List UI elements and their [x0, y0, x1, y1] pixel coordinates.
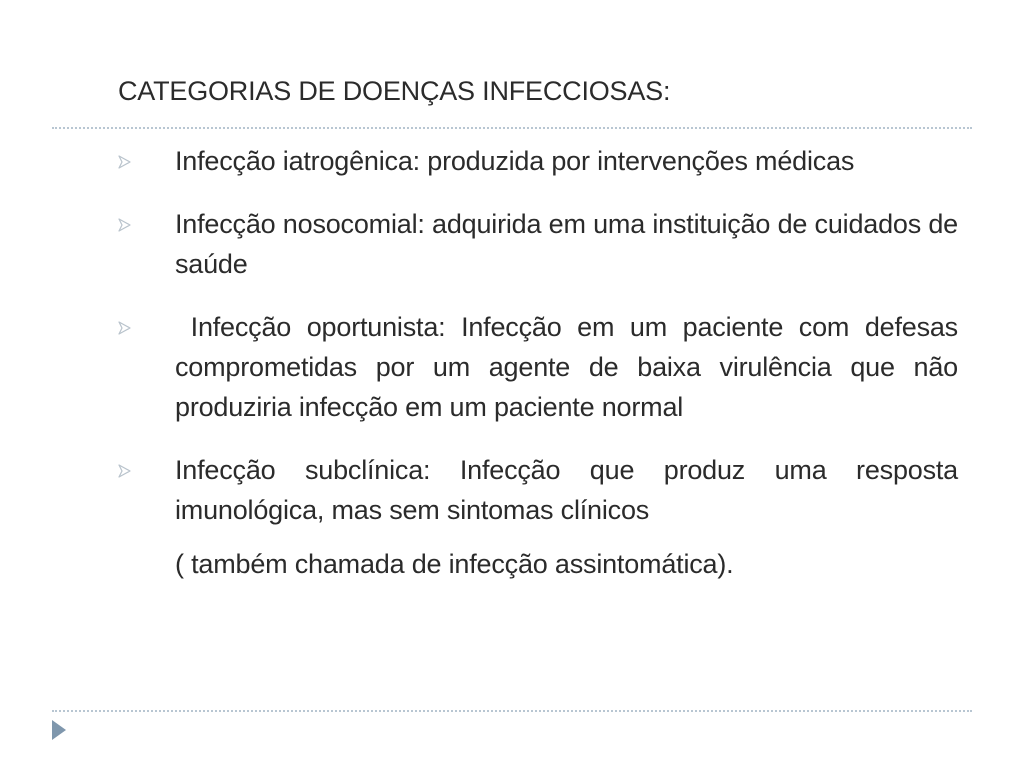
- slide-title: CATEGORIAS DE DOENÇAS INFECCIOSAS:: [118, 76, 671, 106]
- bullet-text: Infecção iatrogênica: produzida por intervenções médicas: [175, 146, 855, 176]
- bullet-item: [118, 141, 958, 181]
- bullet-text: Infecção subclínica: Infecção que produz uma resposta imunológica, mas sem sintomas clínicos: [175, 455, 958, 525]
- bullet-item: [118, 204, 958, 284]
- bottom-divider: [52, 710, 972, 712]
- bullet-continuation-text: ( também chamada de infecção assintomática).: [175, 549, 734, 579]
- bullet-item: [118, 450, 958, 530]
- top-divider: [52, 127, 972, 129]
- bullet-list: [118, 141, 966, 584]
- bullet-item: [118, 307, 966, 427]
- bullet-text: Infecção oportunista: Infecção em um paciente com defesas comprometidas por um agente de baixa virulência que não produziria infecção em um paciente normal: [175, 312, 966, 422]
- play-triangle-icon: [52, 720, 66, 745]
- bullet-text: Infecção nosocomial: adquirida em uma instituição de cuidados de saúde: [175, 209, 958, 279]
